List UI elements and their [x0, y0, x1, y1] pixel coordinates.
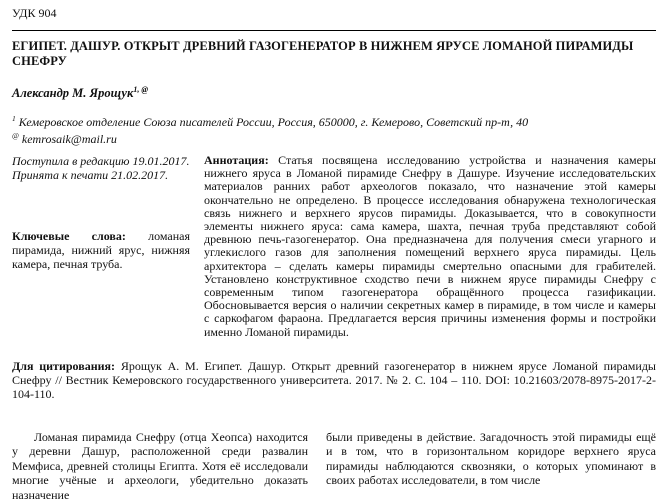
abstract-label: Аннотация:: [204, 153, 269, 167]
publication-dates: [12, 154, 189, 182]
citation-block: [12, 359, 656, 401]
keywords-label: Ключевые слова:: [12, 229, 126, 243]
received-date: Поступила в редакцию 19.01.2017.: [12, 154, 190, 168]
keywords-block: [12, 229, 190, 271]
affiliation-text: Кемеровское отделение Союза писателей России, Россия, 650000, г. Кемерово, Советский пр-т, 40: [18, 115, 529, 129]
author-superscript: 1, @: [133, 85, 148, 94]
keywords-text: ломаная пирамида, нижний ярус, нижняя камера, печная труба.: [12, 229, 190, 271]
udk-code: УДК 904: [12, 6, 57, 20]
header-divider: [12, 30, 656, 31]
affiliation-marker: 1: [12, 114, 16, 123]
citation-label: Для цитирования:: [12, 359, 116, 373]
affiliation-email: [12, 129, 528, 146]
body-column-left: [12, 430, 308, 502]
body-column-right: [326, 430, 656, 488]
email-address[interactable]: kemrosaik@mail.ru: [21, 132, 117, 146]
abstract-block: [204, 154, 656, 339]
article-title: ЕГИПЕТ. ДАШУР. ОТКРЫТ ДРЕВНИЙ ГАЗОГЕНЕРАТОР В НИЖНЕМ ЯРУСЕ ЛОМАНОЙ ПИРАМИДЫ СНЕФРУ: [12, 39, 634, 68]
author-line: [12, 85, 148, 101]
email-marker: @: [12, 131, 19, 140]
body-paragraph: Ломаная пирамида Снефру (отца Хеопса) находится у деревни Дашур, расположенной среди развалин Мемфиса, древней столицы Египта. Хотя её исследовали многие учёные и археологи, убедительно доказать назначение: [12, 430, 308, 502]
accepted-date: Принята к печати 21.02.2017.: [12, 168, 169, 182]
affiliation: [12, 112, 528, 146]
body-paragraph: были приведены в действие. Загадочность этой пирамиды ещё и в том, что в горизонтальном коридоре верхнего яруса пирамиды наблюдаются сквозняки, о которых упоминают в своих работах исследователи, в том числе: [326, 430, 656, 488]
citation-text: Ярощук А. М. Египет. Дашур. Открыт древний газогенератор в нижнем ярусе Ломаной пирамиды Снефру // Вестник Кемеровского государственного университета. 2017. № 2. С. 104 – 110. DOI: 10.21603/2078-8975-2017-2-104-110.: [12, 359, 656, 401]
affiliation-address: [12, 112, 528, 129]
author-name: Александр М. Ярощук: [12, 86, 134, 101]
abstract-text: Статья посвящена исследованию устройства и назначения камеры нижнего яруса в Ломаной пирамиде Снефру в Дашуре. Изучение исследовательских материалов ранних работ археологов показало, что назначение этой камеры окончательно не определено. В процессе исследования обнаружена технологическая связь нижнего и верхнего ярусов пирамиды. Доказывается, что в совокупности элементы нижнего яруса: сама камера, шахта, печная труба представляют собой древнюю печь-газогенератор. Она предназначена для получения смеси угарного и углекислого газов для заполнения помещений верхнего яруса пирамиды. Цель архитектора – сделать камеры пирамиды смертельно опасными для грабителей. Установлено конструктивное сходство печи в нижнем ярусе пирамиды Снефру с современным типом газогенератора обращённого процесса газификации. Обосновывается версия о наличии секретных камер в пирамиде, в том числе и камеры с саркофагом фараона. Предлагается версия причины изменения формы и постройки именно Ломаной пирамиды.: [204, 153, 656, 339]
